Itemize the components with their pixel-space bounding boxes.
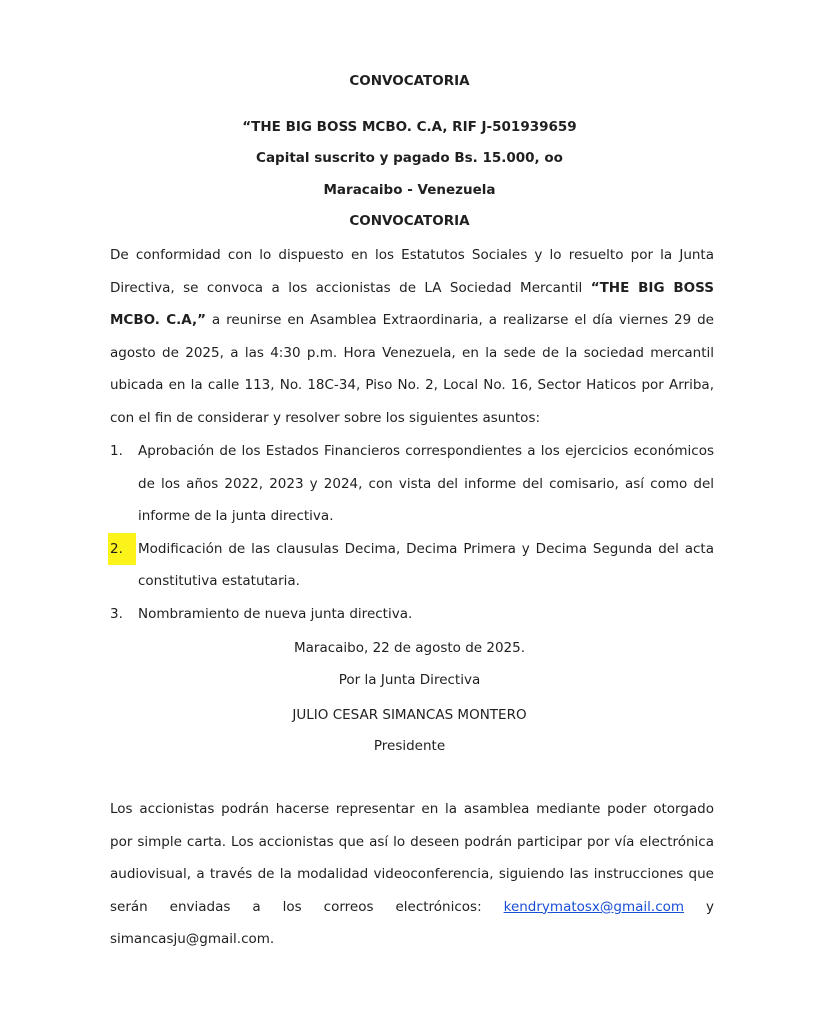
signatory-name: JULIO CESAR SIMANCAS MONTERO bbox=[292, 707, 527, 723]
company-line: “THE BIG BOSS MCBO. C.A, RIF J-501939659 bbox=[242, 119, 577, 135]
capital-line: Capital suscrito y pagado Bs. 15.000, oo bbox=[256, 150, 563, 166]
signed-by: Por la Junta Directiva bbox=[338, 672, 481, 688]
intro-text-end: a reunirse en Asamblea Extraordinaria, a realizarse el día viernes 29 de agosto de 2025, a las 4:30 p.m. Hora Venezuela, en la sede de la sociedad mercantil ubicada en la calle 113, No. 18C-34, Piso No. 2, Local No. 16, Sector Haticos por Arriba, con el fin de considerar y resolver sobre los siguientes asuntos: bbox=[110, 312, 714, 426]
intro-company-name: “THE BIG BOSS MCBO. C.A,” bbox=[110, 279, 714, 329]
signatory-title: Presidente bbox=[373, 738, 446, 754]
document-title: CONVOCATORIA bbox=[349, 73, 470, 89]
agenda-item bbox=[110, 435, 714, 533]
agenda-item-number: 1. bbox=[110, 443, 123, 459]
agenda-item bbox=[110, 533, 714, 598]
location-line: Maracaibo - Venezuela bbox=[323, 182, 496, 198]
intro-text-start: De conformidad con lo dispuesto en los Estatutos Sociales y lo resuelto por la Junta Directiva, se convoca a los accionistas de LA Sociedad Mercantil bbox=[110, 247, 714, 296]
agenda-item bbox=[110, 598, 714, 631]
date-place: Maracaibo, 22 de agosto de 2025. bbox=[293, 640, 526, 656]
agenda-item-text: Modificación de las clausulas Decima, Decima Primera y Decima Segunda del acta constitutiva estatutaria. bbox=[138, 540, 714, 590]
email-plain: simancasju@gmail.com bbox=[110, 931, 270, 948]
footer-end: . bbox=[269, 931, 275, 948]
footer-text: Los accionistas podrán hacerse representar en la asamblea mediante poder otorgado por simple carta. Los accionistas que así lo deseen podrán participar por vía electrónica audiovisual, a través de la modalidad videoconferencia, siguiendo las instrucciones que serán enviadas a los correos electrónicos: bbox=[110, 801, 714, 915]
email-link[interactable]: kendrymatosx@gmail.com bbox=[503, 898, 685, 915]
agenda-list bbox=[110, 435, 714, 631]
footer-paragraph bbox=[110, 793, 714, 956]
agenda-item-text: Nombramiento de nueva junta directiva. bbox=[138, 605, 413, 622]
agenda-item-text: Aprobación de los Estados Financieros correspondientes a los ejercicios económicos de los años 2022, 2023 y 2024, con vista del informe del comisario, así como del informe de la junta directiva. bbox=[138, 443, 714, 525]
document-subtitle: CONVOCATORIA bbox=[349, 213, 470, 229]
footer-connector: y bbox=[684, 898, 715, 915]
intro-paragraph bbox=[110, 239, 714, 435]
agenda-item-number: 3. bbox=[110, 605, 123, 622]
agenda-item-number-highlighted: 2. bbox=[108, 533, 136, 565]
